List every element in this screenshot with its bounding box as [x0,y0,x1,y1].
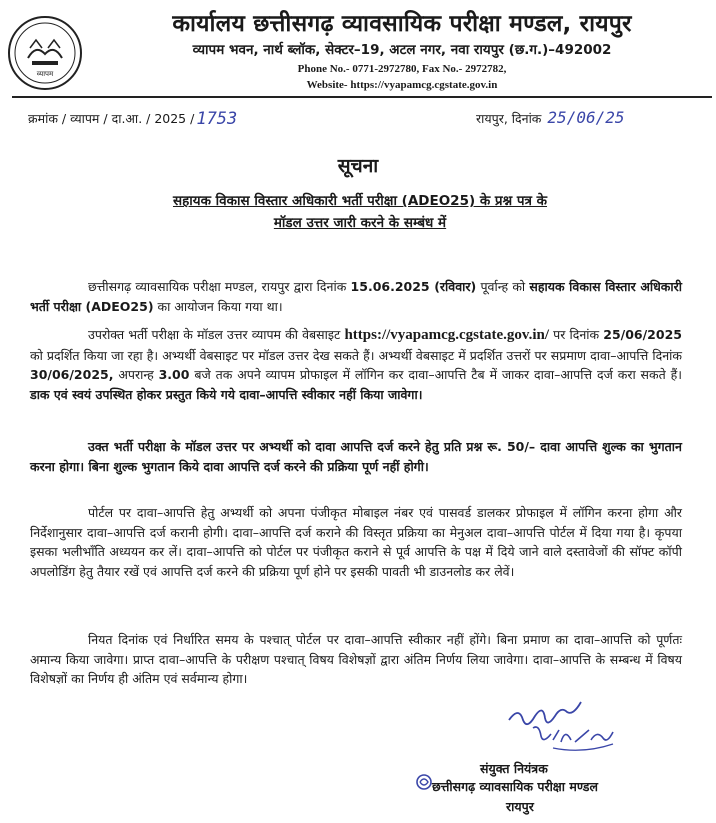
svg-text:व्यापम: व्यापम [36,70,54,78]
reference-number [28,108,237,128]
office-phone: Phone No.- 0771-2972780, Fax No.- 2972782, [297,63,507,75]
p1-exam-name: सहायक विकास विस्तार अधिकारी भर्ती परीक्षा (ADEO25) [30,279,682,314]
handwritten-signature [503,698,623,758]
p4-text: पोर्टल पर दावा–आपत्ति हेतु अभ्यर्थी को अपना पंजीकृत मोबाइल नंबर एवं पासवर्ड डालकर प्रोफाइल में लॉगिन करना होगा और निर्देशानुसार दावा–आपत्ति दर्ज करानी होगी। दावा–आपत्ति दर्ज कराने की विस्तृत प्रक्रिया का मेनुअल दावा–आपत्ति पोर्टल में दिया गया है। कृपया इसका भलीभाँति अध्ययन कर लें। दावा–आपत्ति को पोर्टल पर पंजीकृत कराने से पूर्व आपत्ति के पक्ष में दिये जाने वाले दस्तावेजों की सॉफ्ट कॉपी अपलोडिंग हेतु तैयार रखें एवं आपत्ति दर्ज करने की प्रक्रिया पूर्ण होने पर इसकी पावती भी डाउनलोड कर लेवें। [30,505,682,579]
date-label: रायपुर, दिनांक [476,111,542,126]
website-link[interactable]: https://vyapamcg.cgstate.gov.in/ [344,327,550,343]
p2-last-date: 30/06/2025, [30,367,114,382]
p2-text-5: बजे तक अपने व्यापम प्रोफाइल में लॉगिन कर दावा–आपत्ति टैब में जाकर दावा–आपत्ति दर्ज करा सकते हैं। [194,367,682,382]
p1-text-2: पूर्वान्ह को [480,279,526,294]
signatory-organisation: छत्तीसगढ़ व्यावसायिक परीक्षा मण्डल [432,779,598,794]
p3-fee-notice: उक्त भर्ती परीक्षा के मॉडल उत्तर पर अभ्यर्थी को दावा आपत्ति दर्ज करने हेतु प्रति प्रश्न रू. 50/– दावा आपत्ति शुल्क का भुगतान करना होगा। बिना शुल्क भुगतान किये दावा आपत्ति दर्ज करने की प्रक्रिया पूर्ण नहीं होगी। [30,439,682,474]
paragraph-1 [30,277,682,316]
p1-text-3: का आयोजन किया गया था। [157,298,283,314]
subject-line-2: मॉडल उत्तर जारी करने के सम्बंध में [273,215,447,231]
date-handwritten: 25/06/25 [547,108,625,127]
reference-date [476,108,624,127]
p2-time: 3.00 [158,367,190,382]
paragraph-2 [30,325,682,404]
office-title: कार्यालय छत्तीसगढ़ व्यावसायिक परीक्षा मण्डल, रायपुर [172,11,632,37]
reference-number-handwritten: 1753 [196,109,238,129]
notice-subject [100,190,620,234]
p2-text-1: उपरोक्त भर्ती परीक्षा के मॉडल उत्तर व्यापम की वेबसाइट [88,327,341,342]
paragraph-5 [30,630,682,689]
header-divider [12,96,712,98]
reference-row [28,104,698,128]
signatory-title: संयुक्त नियंत्रक [480,761,548,776]
paragraph-3 [30,437,682,476]
p2-publish-date: 25/06/2025 [603,327,682,342]
p2-text-3: को प्रदर्शित किया जा रहा है। अभ्यर्थी वेबसाइट पर मॉडल उत्तर देख सकते हैं। अभ्यर्थी वेबसाइट में प्रदर्शित उत्तरों पर सप्रमाण दावा–आपत्ति दिनांक [30,347,682,363]
reference-number-label: क्रमांक / व्यापम / दा.आ. / 2025 / [28,111,195,126]
paragraph-4 [30,503,682,581]
notice-heading: सूचना [337,155,379,177]
p1-exam-date: 15.06.2025 (रविवार) [350,279,477,294]
p1-text-1: छत्तीसगढ़ व्यावसायिक परीक्षा मण्डल, रायपुर द्वारा दिनांक [88,279,347,294]
p2-text-2: पर दिनांक [553,327,600,342]
p2-postal-warning: डाक एवं स्वयं उपस्थित होकर प्रस्तुत किये गये दावा–आपत्ति स्वीकार नहीं किया जावेगा। [30,386,423,402]
signature-mark-icon [414,772,434,792]
subject-line-1: सहायक विकास विस्तार अधिकारी भर्ती परीक्षा (ADEO25) के प्रश्न पत्र के [172,193,548,209]
vyapam-seal-logo [6,14,84,92]
signatory-city: रायपुर [506,799,534,814]
p5-text: नियत दिनांक एवं निर्धारित समय के पश्चात् पोर्टल पर दावा–आपत्ति स्वीकार नहीं होंगे। बिना प्रमाण का दावा–आपत्ति को पूर्णतः अमान्य किया जावेगा। प्राप्त दावा–आपत्ति के परीक्षण पश्चात् विषय विशेषज्ञों द्वारा अंतिम निर्णय लिया जावेगा। दावा–आपत्ति के सम्बन्ध में विषय विशेषज्ञों का निर्णय ही अंतिम एवं सर्वमान्य होगा। [30,632,682,686]
p2-text-4: अपरान्ह [118,367,154,382]
office-website: Website- https://vyapamcg.cgstate.gov.in [306,79,498,91]
office-address: व्यापम भवन, नार्थ ब्लॉक, सेक्टर–19, अटल नगर, नवा रायपुर (छ.ग.)–492002 [192,42,612,58]
